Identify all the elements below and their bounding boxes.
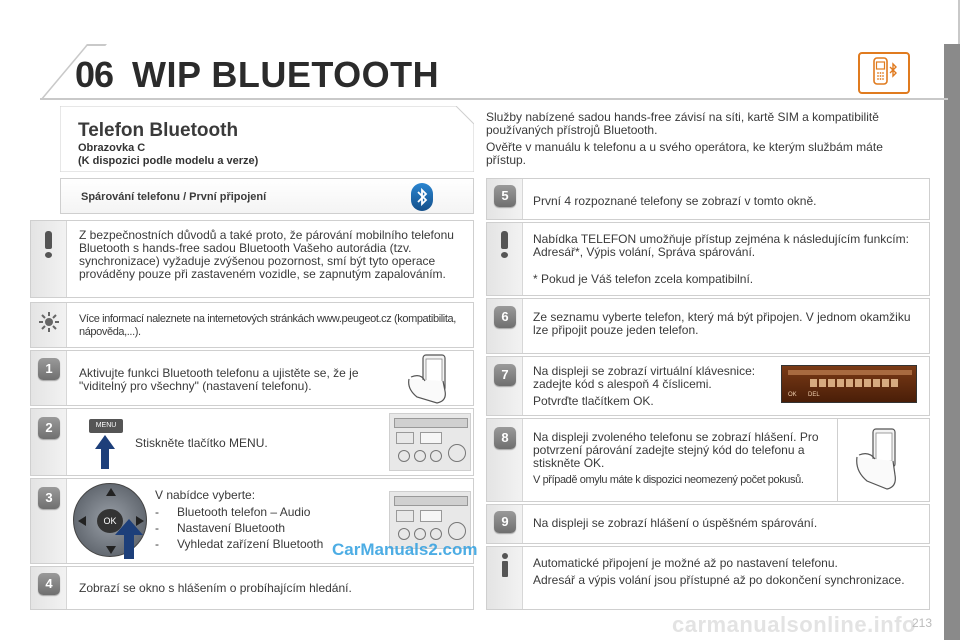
- section-title-box: [60, 106, 474, 172]
- section-subtitle-line2: (K dispozici podle modelu a verze): [78, 155, 259, 167]
- step-7-paragraph-2: Potvrďte tlačítkem OK.: [533, 394, 654, 408]
- step-6-box: [486, 298, 930, 354]
- step-3-badge: 3: [38, 487, 60, 509]
- menu-warning-cell: [487, 223, 523, 295]
- step-3-item-1: - Bluetooth telefon – Audio: [155, 505, 311, 519]
- step-8-box: [486, 418, 930, 502]
- step-1-cell: [31, 351, 67, 405]
- step-6-cell: [487, 299, 523, 353]
- step-3-item-2: - Nastavení Bluetooth: [155, 521, 286, 535]
- menu-warning-paragraph-1: Nabídka TELEFON umožňuje přístup zejména k následujícím funkcím: Adresář*, Výpis volání, Správa spárování.: [533, 232, 909, 259]
- step-5-text: První 4 rozpoznané telefony se zobrazí v tomto okně.: [533, 194, 817, 208]
- info-paragraph-1: Automatické připojení je možné až po nastavení telefonu.: [533, 556, 838, 570]
- info-cell: [487, 547, 523, 609]
- info-icon: [500, 553, 510, 577]
- step-5-cell: [487, 179, 523, 219]
- ok-key: OK: [97, 509, 123, 533]
- section-title: Telefon Bluetooth: [78, 120, 239, 141]
- step-2-badge: 2: [38, 417, 60, 439]
- header-underline: [40, 98, 948, 100]
- warning-cell: [31, 221, 67, 297]
- step-4-text: Zobrazí se okno s hlášením o probíhajícím hledání.: [79, 581, 352, 595]
- step-9-text: Na displeji se zobrazí hlášení o úspěšném spárování.: [533, 516, 818, 530]
- step-7-text: [533, 365, 769, 412]
- arrow-up-icon-step3: [115, 519, 143, 559]
- step-4-cell: [31, 567, 67, 609]
- menu-warning-box: [486, 222, 930, 296]
- step-2-text: Stiskněte tlačítko MENU.: [135, 436, 268, 450]
- tip-cell: [31, 303, 67, 347]
- step-5-badge: 5: [494, 185, 516, 207]
- pairing-heading-box: [60, 178, 474, 214]
- intro-text: [486, 111, 926, 171]
- section-subtitle: [78, 142, 258, 168]
- warning-box: [30, 220, 474, 298]
- pairing-heading: Spárování telefonu / První připojení: [81, 191, 267, 203]
- step-1-badge: 1: [38, 358, 60, 380]
- side-strip-top: [944, 0, 960, 44]
- step-1-text: Aktivujte funkci Bluetooth telefonu a ujistěte se, že je "viditelný pro všechny" (nastavení telefonu).: [79, 366, 359, 393]
- step-7-badge: 7: [494, 364, 516, 386]
- phone-in-hand-image: [403, 353, 469, 405]
- step-4-badge: 4: [38, 573, 60, 595]
- step-9-badge: 9: [494, 511, 516, 533]
- step-7-box: [486, 356, 930, 416]
- step-7-paragraph-1: Na displeji se zobrazí virtuální klávesnice: zadejte kód s alespoň 4 číslicemi.: [533, 364, 756, 391]
- step-8-badge: 8: [494, 427, 516, 449]
- watermark: CarManuals2.com: [332, 540, 478, 559]
- menu-warning-paragraph-2: * Pokud je Váš telefon zcela kompatibilní.: [533, 272, 754, 286]
- warning-icon-right: [501, 231, 509, 259]
- chapter-title: WIP BLUETOOTH: [132, 54, 440, 95]
- step-9-box: [486, 504, 930, 544]
- intro-paragraph-1: Služby nabízené sadou hands-free závisí na síti, kartě SIM a kompatibilitě používaných přístrojů Bluetooth.: [486, 110, 879, 137]
- step-4-box: [30, 566, 474, 610]
- page-number: 213: [912, 616, 933, 630]
- step-3-cell: [31, 479, 67, 563]
- chapter-side-strip: [944, 44, 960, 640]
- radio-unit-image: [389, 413, 471, 471]
- footer-watermark: carmanualsonline.info: [672, 612, 916, 637]
- bluetooth-icon: [411, 183, 433, 211]
- step-5-box: [486, 178, 930, 220]
- info-box: [486, 546, 930, 610]
- step-8-text: [533, 431, 833, 491]
- phone-in-hand-image-2: [849, 427, 915, 495]
- step-6-text: Ze seznamu vyberte telefon, který má být připojen. V jednom okamžiku lze připojit pouze jeden telefon.: [533, 310, 911, 337]
- step-2-cell: [31, 409, 67, 475]
- menu-warning-text: [533, 233, 913, 290]
- step-7-cell: [487, 357, 523, 415]
- menu-key-image: MENU: [89, 419, 123, 433]
- screen-del-label: DEL: [808, 392, 820, 398]
- step-2-box: [30, 408, 474, 476]
- arrow-up-icon: [95, 435, 115, 469]
- step-9-cell: [487, 505, 523, 543]
- chapter-number: 06: [75, 54, 114, 95]
- info-paragraph-2: Adresář a výpis volání jsou přístupné až po dokončení synchronizace.: [533, 573, 905, 587]
- step-1-box: [30, 350, 474, 406]
- step-8-cell: [487, 419, 523, 501]
- info-text: [533, 557, 913, 591]
- step-8-paragraph-2: V případě omylu máte k dispozici neomezený počet pokusů.: [533, 474, 804, 486]
- step-3-item-3: - Vyhledat zařízení Bluetooth: [155, 537, 324, 551]
- warning-icon: [45, 231, 53, 259]
- sun-tip-icon: [39, 312, 59, 332]
- step-3-intro: V nabídce vyberte:: [155, 488, 256, 502]
- screen-ok-label: OK: [788, 392, 797, 398]
- step-8-paragraph-1: Na displeji zvoleného telefonu se zobrazí hlášení. Pro potvrzení párování zadejte stejný kód do telefonu a stiskněte OK.: [533, 430, 819, 470]
- tip-text: Více informací naleznete na internetových stránkách www.peugeot.cz (kompatibilita, nápověda,...).: [79, 313, 456, 338]
- section-subtitle-line1: Obrazovka C: [78, 142, 146, 154]
- warning-text: Z bezpečnostních důvodů a také proto, že párování mobilního telefonu Bluetooth s hands-free sadou Bluetooth Vašeho autorádia (tzv. synchronizace) vyžaduje zvýšenou pozornost, smí být tyto operace prováděny pouze při zastaveném vozidle, se zapnutým zapalováním.: [79, 228, 454, 281]
- tip-box: [30, 302, 474, 348]
- intro-paragraph-2: Ověřte v manuálu k telefonu a u svého operátora, ke kterým službám máte přístup.: [486, 140, 883, 167]
- phone-bluetooth-icon: [858, 52, 910, 94]
- virtual-keyboard-screen: [781, 365, 917, 403]
- step-6-badge: 6: [494, 306, 516, 328]
